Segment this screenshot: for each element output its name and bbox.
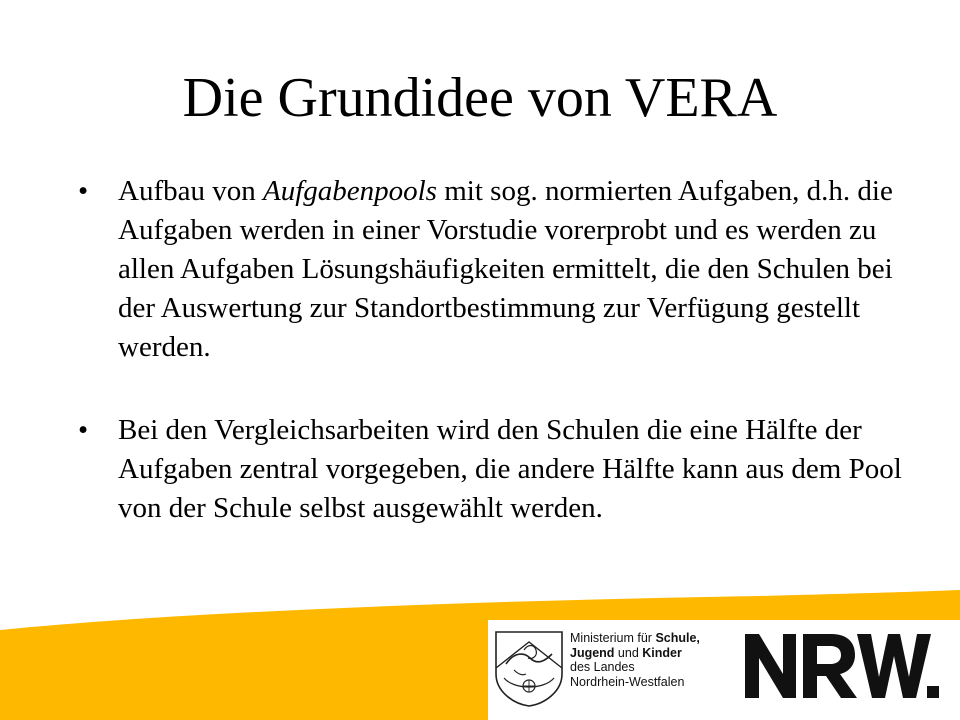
ministry-name — [570, 631, 700, 689]
ministry-line3: des Landes — [570, 660, 635, 674]
bullet-item — [76, 172, 916, 367]
nrw-coat-of-arms-icon — [494, 630, 564, 708]
bullet-text-prefix: Aufbau von — [118, 175, 263, 207]
ministry-line2-bold-b: Kinder — [642, 645, 682, 660]
bullet-emphasis: Aufgabenpools — [262, 175, 437, 207]
nrw-logo — [745, 632, 940, 700]
ministry-line1-prefix: Ministerium für — [570, 631, 656, 645]
bullet-item — [76, 411, 916, 528]
bullet-marker: • — [78, 414, 89, 446]
slide-title: Die Grundidee von VERA — [182, 67, 778, 129]
ministry-line2-bold-a: Jugend — [570, 645, 615, 660]
bullet-text: Bei den Vergleichsarbeiten wird den Schulen die eine Hälfte der Aufgaben zentral vorgegeben, die andere Hälfte kann aus dem Pool von der Schule selbst ausgewählt werden. — [118, 414, 902, 524]
ministry-line1-bold: Schule, — [655, 631, 700, 645]
ministry-line2-mid: und — [614, 645, 643, 660]
ministry-line4: Nordrhein-Westfalen — [570, 674, 685, 689]
bullet-marker: • — [78, 175, 89, 207]
bullet-text-rest: mit sog. normierten Aufgaben, d.h. die Aufgaben werden in einer Vorstudie vorerprobt und es werden zu allen Aufgaben Lösungshäufigkeiten ermittelt, die den Schulen bei der Auswertung zur Standortbestimmung zur Verfügung gestellt werden. — [118, 175, 893, 363]
bullet-list — [76, 172, 916, 528]
